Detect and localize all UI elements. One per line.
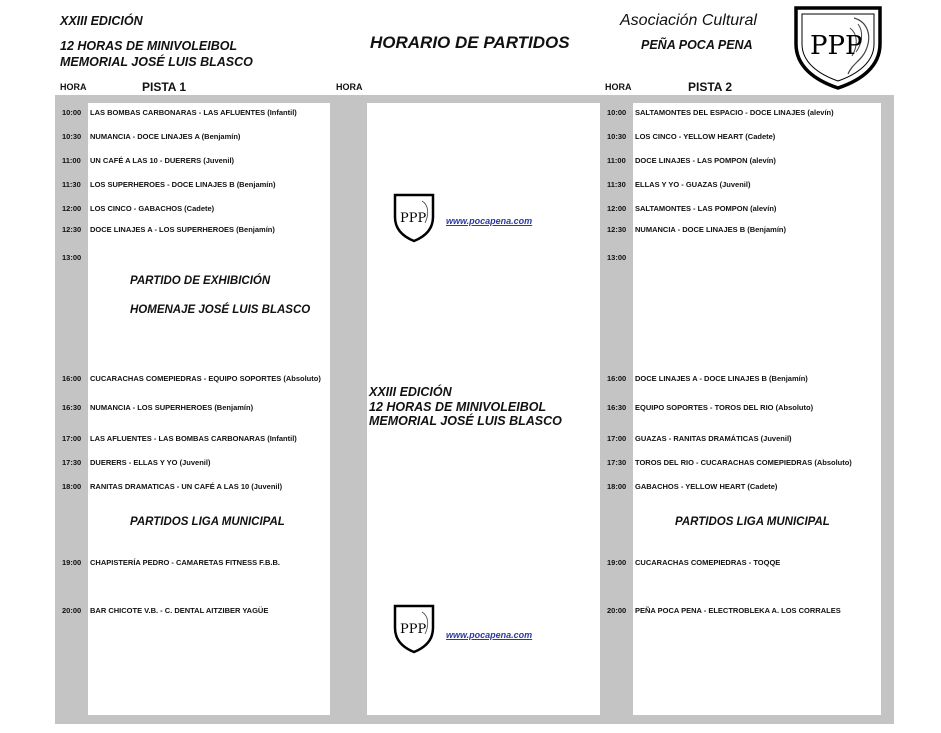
logo-letters: PPP — [810, 31, 863, 61]
middle-event-title — [369, 385, 562, 429]
p1-match: DUERERS - ELLAS Y YO (Juvenil) — [90, 458, 211, 467]
p2-time: 10:00 — [607, 108, 627, 117]
p1-match: BAR CHICOTE V.B. - C. DENTAL AITZIBER YAGÜE — [90, 606, 269, 615]
p2-time: 11:00 — [607, 156, 626, 165]
ppp-shield-logo-icon — [393, 193, 435, 243]
middle-event: 12 HORAS DE MINIVOLEIBOL — [369, 399, 547, 414]
association-label: Asociación Cultural — [620, 12, 757, 29]
exhibition-label: PARTIDO DE EXHIBICIÓN — [130, 275, 271, 287]
website-link[interactable]: www.pocapena.com — [446, 216, 533, 226]
p1-time: 18:00 — [62, 482, 82, 491]
p1-match: LOS SUPERHEROES - DOCE LINAJES B (Benjamín) — [90, 180, 276, 189]
p1-time: 11:00 — [62, 156, 81, 165]
p2-match: GUAZAS - RANITAS DRAMÁTICAS (Juvenil) — [635, 434, 792, 443]
website-link[interactable]: www.pocapena.com — [446, 630, 533, 640]
p2-time: 17:30 — [607, 458, 627, 467]
p1-match: NUMANCIA - DOCE LINAJES A (Benjamín) — [90, 132, 241, 141]
p1-time: 11:30 — [62, 180, 81, 189]
p2-time: 18:00 — [607, 482, 627, 491]
p1-time: 16:00 — [62, 374, 82, 383]
p1-time: 19:00 — [62, 558, 82, 567]
p2-match: TOROS DEL RIO - CUCARACHAS COMEPIEDRAS (Absoluto) — [635, 458, 852, 467]
hora-heading-2: HORA — [605, 82, 632, 92]
p2-time: 13:00 — [607, 253, 627, 262]
p1-time: 10:00 — [62, 108, 82, 117]
p2-time: 12:00 — [607, 204, 627, 213]
p2-match: SALTAMONTES DEL ESPACIO - DOCE LINAJES (alevín) — [635, 108, 834, 117]
p2-match: DOCE LINAJES A - DOCE LINAJES B (Benjamín) — [635, 374, 808, 383]
p1-time: 12:30 — [62, 225, 82, 234]
p2-match: GABACHOS - YELLOW HEART (Cadete) — [635, 482, 778, 491]
p2-match: CUCARACHAS COMEPIEDRAS - TOQQE — [635, 558, 781, 567]
pena-label: PEÑA POCA PENA — [641, 38, 753, 52]
p1-time: 17:00 — [62, 434, 82, 443]
p2-match: EQUIPO SOPORTES - TOROS DEL RIO (Absoluto) — [635, 403, 814, 412]
p2-match: PEÑA POCA PENA - ELECTROBLEKA A. LOS CORRALES — [635, 606, 841, 615]
middle-edition: XXIII EDICIÓN — [369, 385, 452, 399]
p2-match: DOCE LINAJES - LAS POMPON (alevín) — [635, 156, 776, 165]
p1-time: 17:30 — [62, 458, 82, 467]
p1-match: RANITAS DRAMATICAS - UN CAFÉ A LAS 10 (Juvenil) — [90, 482, 283, 491]
p2-time: 17:00 — [607, 434, 627, 443]
p2-time: 19:00 — [607, 558, 627, 567]
p2-time: 20:00 — [607, 606, 627, 615]
homage-label: HOMENAJE JOSÉ LUIS BLASCO — [130, 304, 311, 316]
hora-heading-1: HORA — [60, 82, 87, 92]
p2-time: 16:00 — [607, 374, 627, 383]
memorial-label: MEMORIAL JOSÉ LUIS BLASCO — [60, 55, 253, 69]
p1-time: 10:30 — [62, 132, 82, 141]
liga-label-2: PARTIDOS LIGA MUNICIPAL — [675, 516, 830, 528]
p2-time: 16:30 — [607, 403, 627, 412]
p2-match: ELLAS Y YO - GUAZAS (Juvenil) — [635, 180, 751, 189]
p2-time: 11:30 — [607, 180, 626, 189]
p1-match: LAS AFLUENTES - LAS BOMBAS CARBONARAS (Infantil) — [90, 434, 297, 443]
p2-match: SALTAMONTES - LAS POMPON (alevín) — [635, 204, 777, 213]
ppp-shield-logo-icon — [792, 4, 884, 90]
logo-letters: PPP — [400, 622, 427, 637]
p2-time: 12:30 — [607, 225, 627, 234]
p2-match: NUMANCIA - DOCE LINAJES B (Benjamín) — [635, 225, 786, 234]
p1-match: CHAPISTERÍA PEDRO - CAMARETAS FITNESS F.B.B. — [90, 558, 281, 567]
p1-time: 16:30 — [62, 403, 82, 412]
p1-match: CUCARACHAS COMEPIEDRAS - EQUIPO SOPORTES (Absoluto) — [90, 374, 321, 383]
p1-match: LAS BOMBAS CARBONARAS - LAS AFLUENTES (Infantil) — [90, 108, 297, 117]
event-label: 12 HORAS DE MINIVOLEIBOL — [60, 39, 238, 53]
p1-time: 13:00 — [62, 253, 82, 262]
pista2-heading: PISTA 2 — [688, 80, 733, 94]
p1-match: LOS CINCO - GABACHOS (Cadete) — [90, 204, 215, 213]
p1-match: NUMANCIA - LOS SUPERHEROES (Benjamín) — [90, 403, 254, 412]
page-title: HORARIO DE PARTIDOS — [370, 33, 570, 52]
p1-time: 20:00 — [62, 606, 82, 615]
liga-label-1: PARTIDOS LIGA MUNICIPAL — [130, 516, 285, 528]
edition-label: XXIII EDICIÓN — [60, 14, 143, 28]
p2-time: 10:30 — [607, 132, 627, 141]
p1-time: 12:00 — [62, 204, 82, 213]
middle-memorial: MEMORIAL JOSÉ LUIS BLASCO — [369, 414, 562, 428]
p1-match: DOCE LINAJES A - LOS SUPERHEROES (Benjamín) — [90, 225, 275, 234]
p1-match: UN CAFÉ A LAS 10 - DUERERS (Juvenil) — [90, 156, 235, 165]
p2-match: LOS CINCO - YELLOW HEART (Cadete) — [635, 132, 776, 141]
logo-letters: PPP — [400, 211, 427, 226]
ppp-shield-logo-icon — [393, 604, 435, 654]
pista1-heading: PISTA 1 — [142, 80, 187, 94]
hora-heading-mid: HORA — [336, 82, 363, 92]
